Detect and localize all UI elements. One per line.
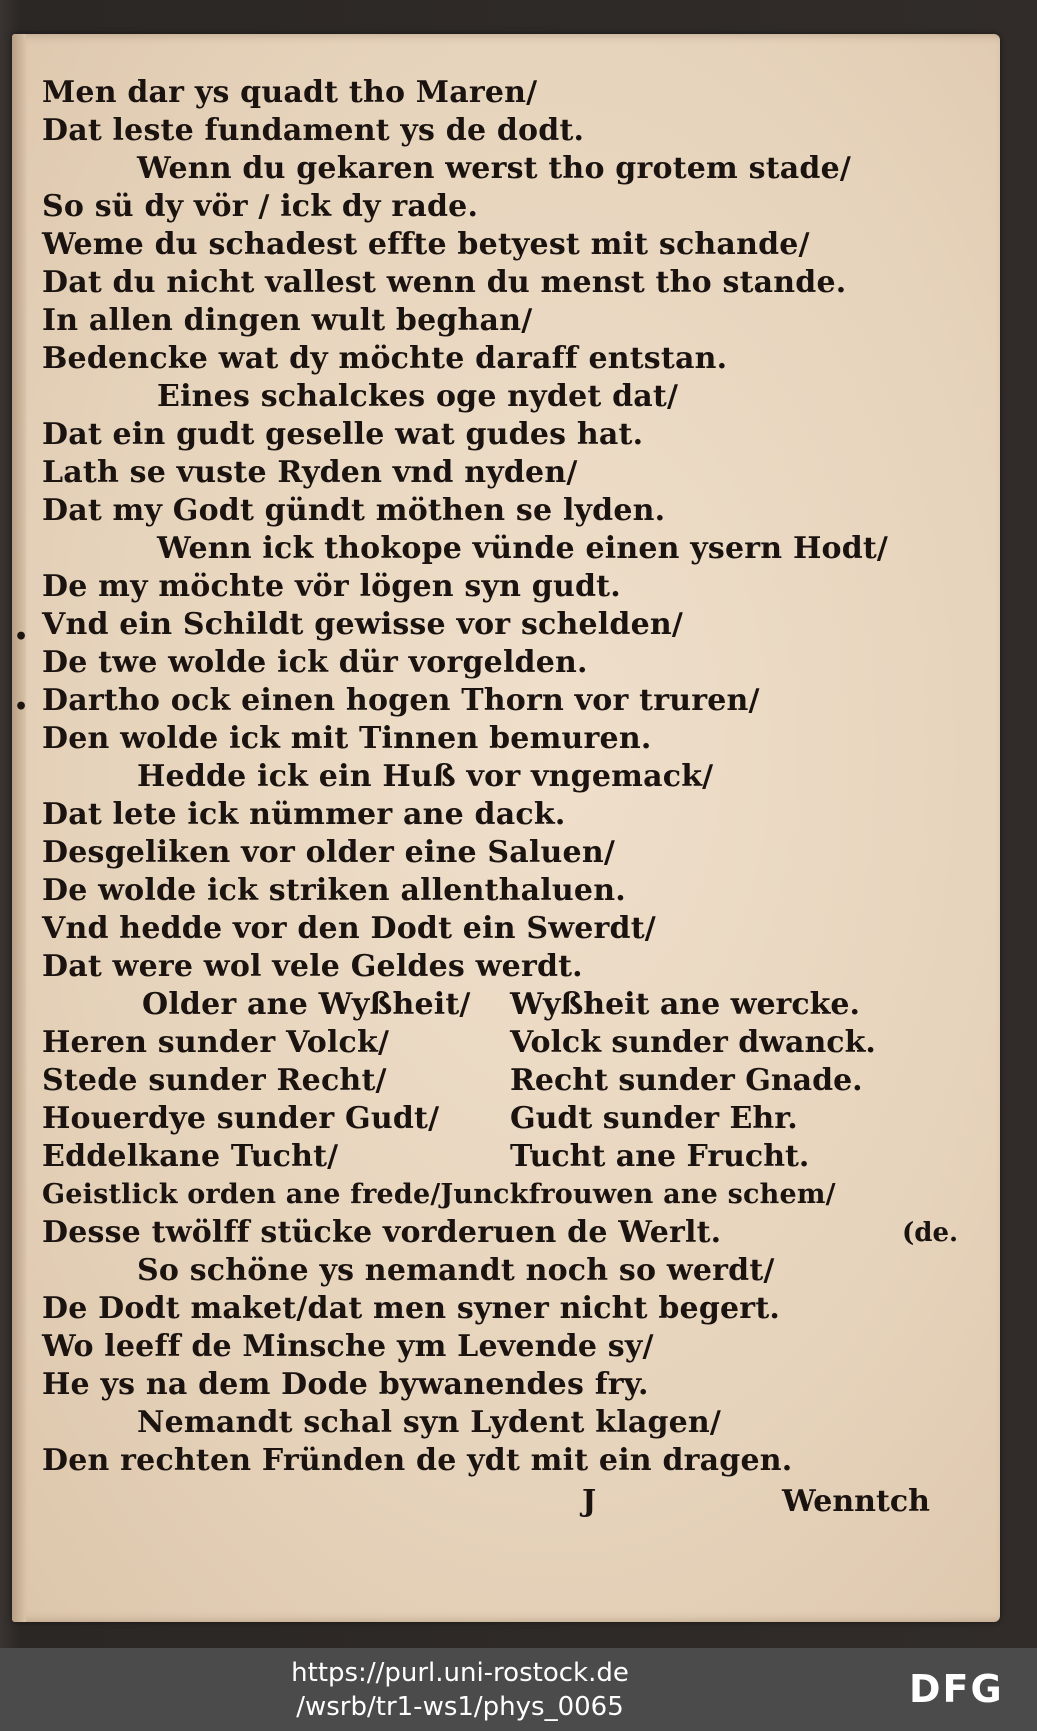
text-line: De wolde ick striken allenthaluen. [42,873,626,908]
text-line: Geistlick orden ane frede/Junckfrouwen ane schem/ [42,1179,836,1210]
text-line: Dat leste fundament ys de dodt. [42,113,585,148]
text-line: De my möchte vör lögen syn gudt. [42,569,621,604]
text-line: De Dodt maket/dat men syner nicht begert. [42,1291,781,1326]
text-line: Vnd ein Schildt gewisse vor schelden/ [42,607,684,642]
text-line: Wenn ick thokope vünde einen ysern Hodt/ [157,531,889,566]
text-line: So schöne ys nemandt noch so werdt/ [137,1253,775,1288]
text-line-right: Recht sunder Gnade. [510,1063,863,1098]
text-line-right: Wyßheit ane wercke. [510,987,860,1022]
margin-dot: • [14,694,29,720]
text-line: Dat were wol vele Geldes werdt. [42,949,583,984]
text-line-right: Tucht ane Frucht. [510,1139,810,1174]
text-line: Vnd hedde vor den Dodt ein Swerdt/ [42,911,656,946]
dfg-logo [909,1666,1019,1710]
marginal-continuation: (de. [902,1218,959,1248]
page-gutter-edge [12,34,29,1622]
text-line: Dartho ock einen hogen Thorn vor truren/ [42,683,760,718]
source-url[interactable] [0,1656,920,1724]
text-line: Den wolde ick mit Tinnen bemuren. [42,721,652,756]
text-line: In allen dingen wult beghan/ [42,303,533,338]
text-line: He ys na dem Dode bywanendes fry. [42,1367,649,1402]
text-line: Eddelkane Tucht/ [42,1139,339,1174]
text-line: Men dar ys quadt tho Maren/ [42,75,538,110]
text-line: Hedde ick ein Huß vor vngemack/ [137,759,714,794]
catchword: Wenntch [782,1484,930,1519]
text-line: De twe wolde ick dür vorgelden. [42,645,588,680]
dfg-logo-text: DFG [909,1667,1004,1710]
footer-bar [0,1648,1037,1731]
text-line: Dat my Godt gündt möthen se lyden. [42,493,666,528]
text-line: Eines schalckes oge nydet dat/ [157,379,679,414]
text-line: Lath se vuste Ryden vnd nyden/ [42,455,578,490]
text-line: Dat lete ick nümmer ane dack. [42,797,566,832]
signature-mark: J [582,1484,597,1519]
source-url-line1: https://purl.uni-rostock.de [291,1658,629,1688]
text-line: Wenn du gekaren werst tho grotem stade/ [137,151,852,186]
text-line: So sü dy vör / ick dy rade. [42,189,479,224]
text-line: Desgeliken vor older eine Saluen/ [42,835,615,870]
text-line: Nemandt schal syn Lydent klagen/ [137,1405,722,1440]
text-line: Houerdye sunder Gudt/ [42,1101,440,1136]
text-line: Dat du nicht vallest wenn du menst tho stande. [42,265,847,300]
text-line: Bedencke wat dy möchte daraff entstan. [42,341,728,376]
text-line: Dat ein gudt geselle wat gudes hat. [42,417,644,452]
text-line: Desse twölff stücke vorderuen de Werlt. [42,1215,722,1250]
text-line: Den rechten Fründen de ydt mit ein dragen. [42,1443,793,1478]
text-line-right: Gudt sunder Ehr. [510,1101,798,1136]
text-line: Older ane Wyßheit/ [142,987,471,1022]
margin-dot: • [14,624,29,650]
source-url-line2: /wsrb/tr1-ws1/phys_0065 [296,1692,624,1722]
book-page [12,34,1000,1622]
text-line-right: Volck sunder dwanck. [510,1025,876,1060]
text-line: Stede sunder Recht/ [42,1063,387,1098]
text-line: Weme du schadest effte betyest mit schande/ [42,227,810,262]
text-line: Wo leeff de Minsche ym Levende sy/ [42,1329,654,1364]
text-line: Heren sunder Volck/ [42,1025,390,1060]
